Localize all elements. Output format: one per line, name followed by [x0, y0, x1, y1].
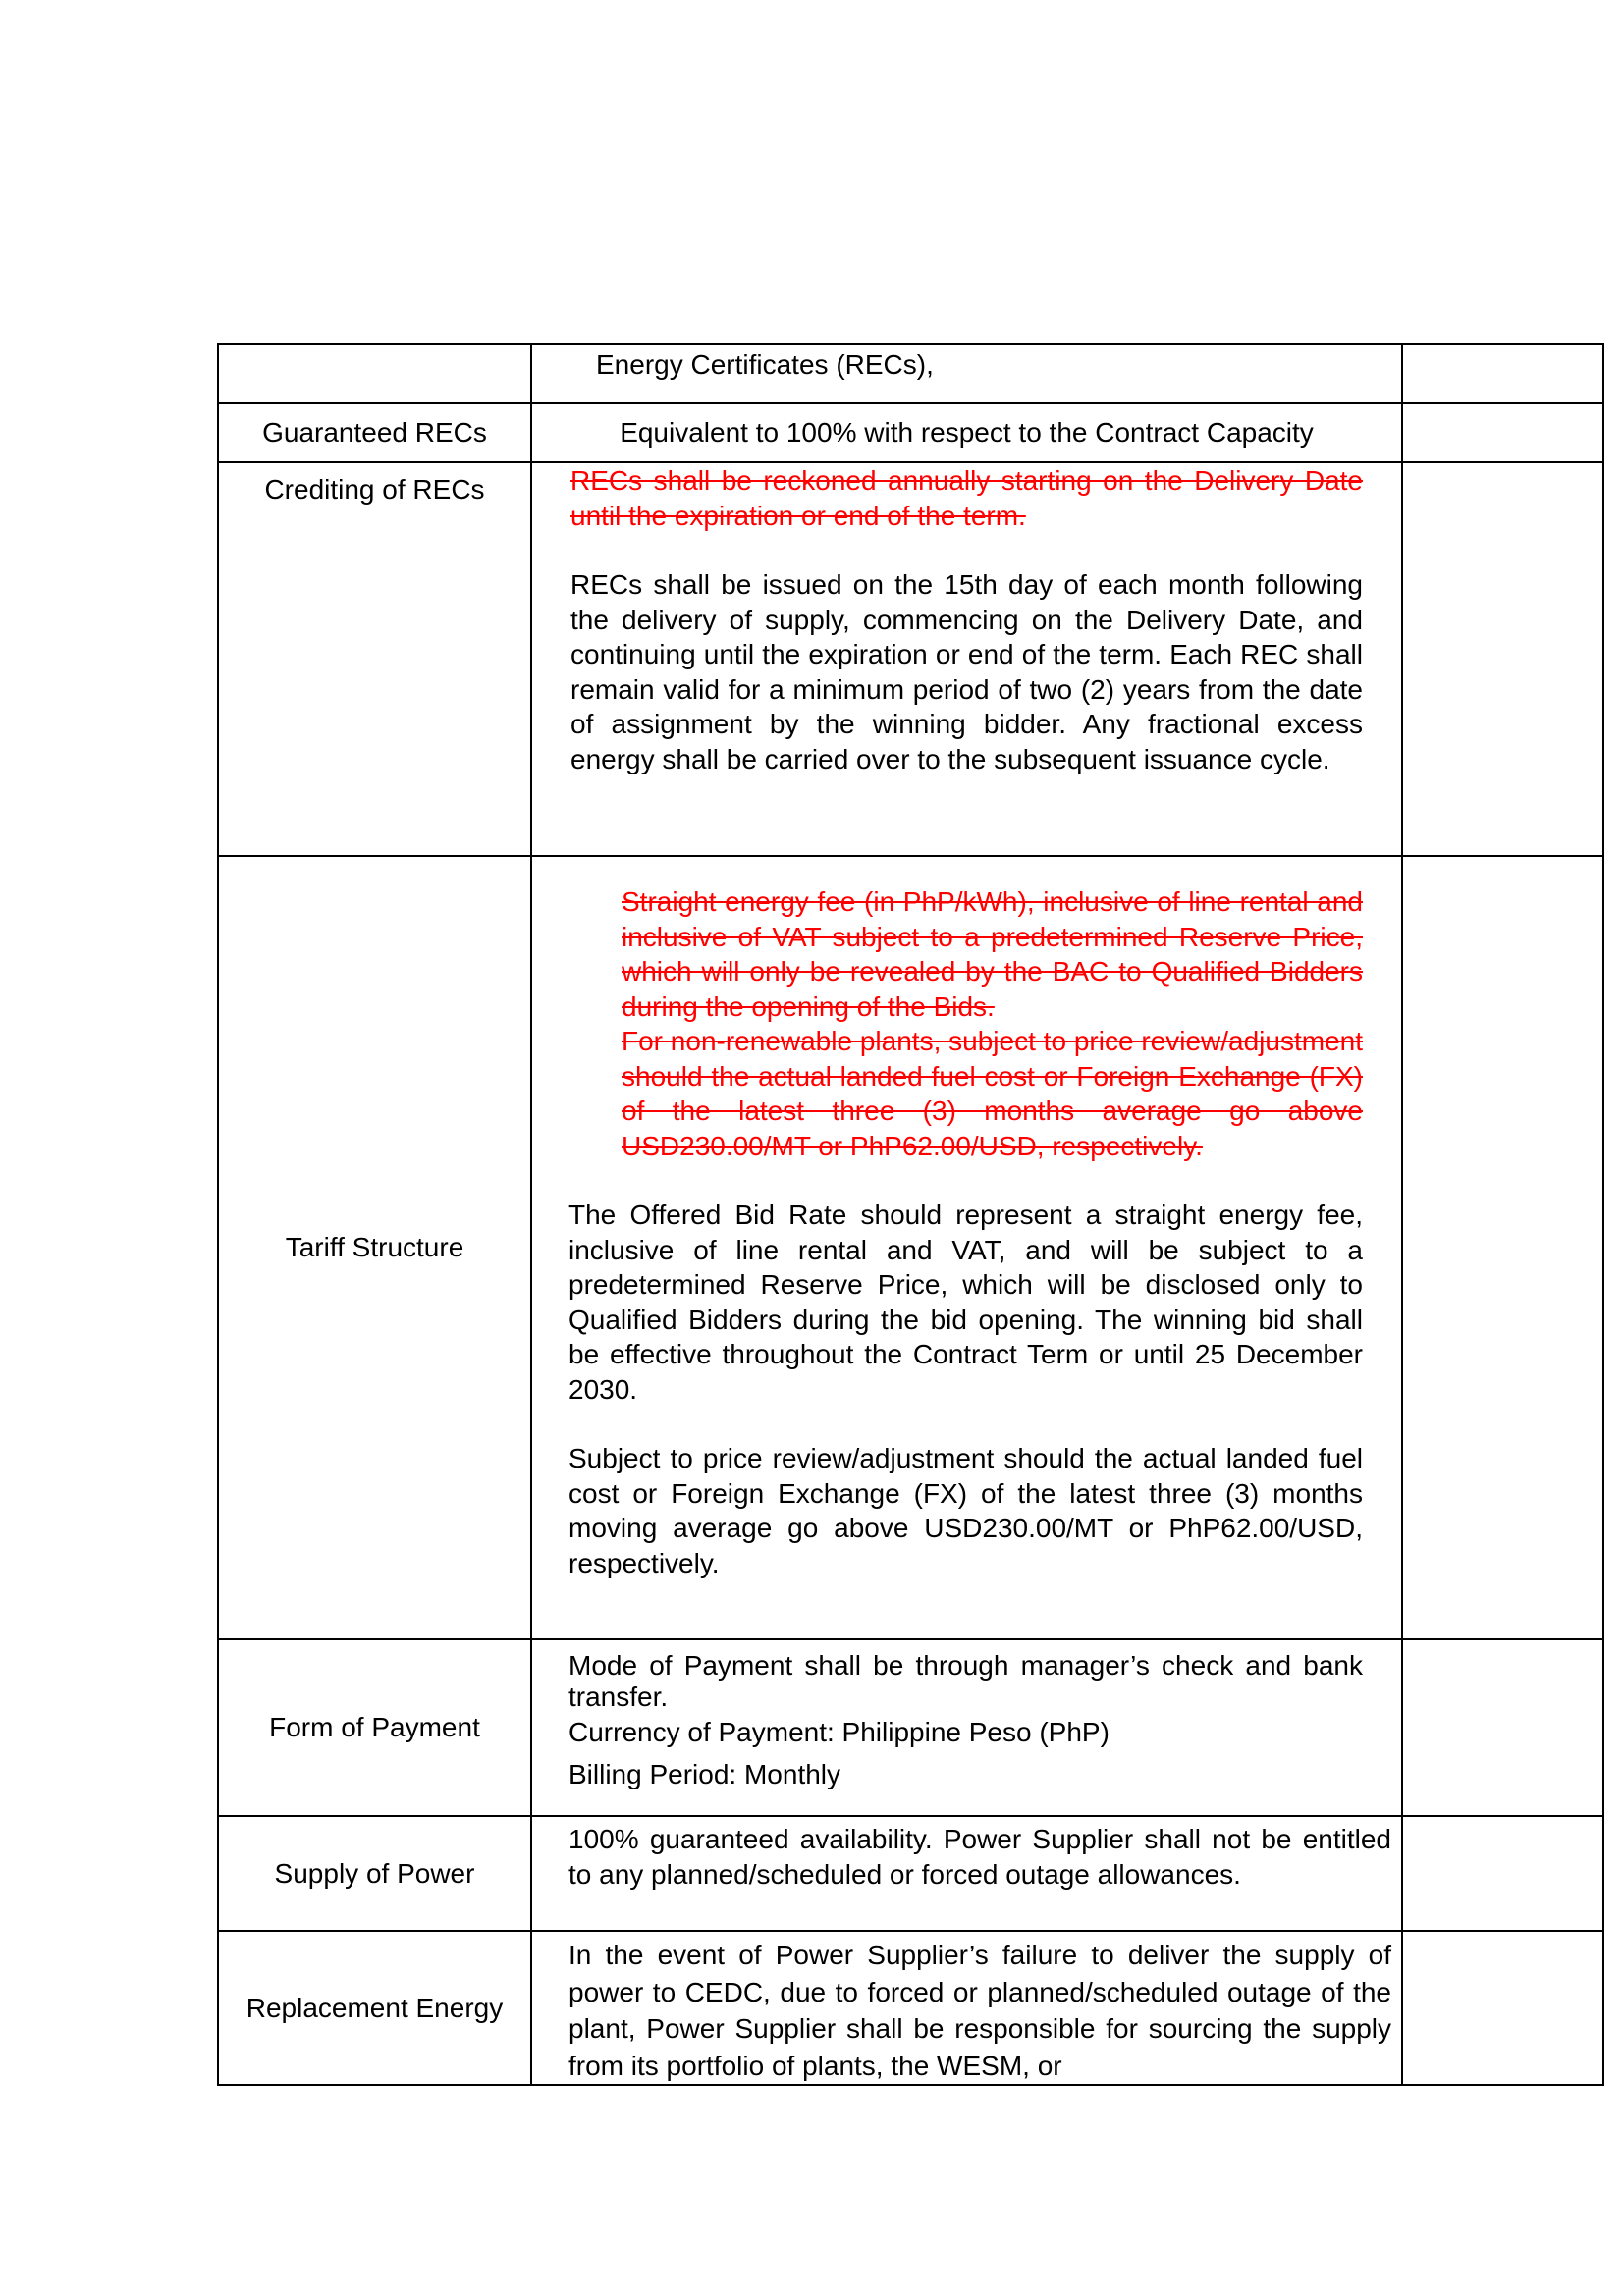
guaranteed-recs-text: Equivalent to 100% with respect to the Contract Capacity — [620, 417, 1314, 449]
row-label-replacement-energy: Replacement Energy — [218, 1931, 531, 2085]
table-row-replacement-energy — [218, 1931, 1603, 2085]
crediting-text: RECs shall be issued on the 15th day of each month following the delivery of supply, commencing on the Delivery Date, and continuing until the expiration or end of the term. Each REC shall remain valid for a minimum period of two (2) years from the date of assignment by the winning bidder. Any fractional excess energy shall be carried over to the subsequent issuance cycle. — [570, 569, 1363, 774]
table-row-crediting-recs — [218, 462, 1603, 856]
content-cell — [531, 1639, 1402, 1816]
payment-mode-text: Mode of Payment shall be through manager’s check and bank transfer. — [568, 1650, 1363, 1712]
content-cell — [531, 403, 1402, 462]
table-row-form-of-payment — [218, 1639, 1603, 1816]
remarks-cell — [1402, 1931, 1603, 2085]
payment-currency-text: Currency of Payment: Philippine Peso (PhP) — [568, 1717, 1110, 1747]
remarks-cell — [1402, 1816, 1603, 1931]
row-label-tariff-structure: Tariff Structure — [218, 856, 531, 1639]
remarks-cell — [1402, 1639, 1603, 1816]
table-row-guaranteed-recs — [218, 403, 1603, 462]
content-cell — [531, 1816, 1402, 1931]
content-cell — [531, 856, 1402, 1639]
tariff-deleted-text-2: For non-renewable plants, subject to price review/adjustment should the actual landed fuel cost or Foreign Exchange (FX) of the latest three (3) months average go above USD230.00/MT or PhP62.00/USD, respectively. — [622, 1026, 1363, 1161]
remarks-cell — [1402, 462, 1603, 856]
supply-of-power-text: 100% guaranteed availability. Power Supplier shall not be entitled to any planned/scheduled or forced outage allowances. — [568, 1824, 1391, 1890]
content-cell — [531, 462, 1402, 856]
replacement-energy-text: In the event of Power Supplier’s failure to deliver the supply of power to CEDC, due to forced or planned/scheduled outage of the plant, Power Supplier shall be responsible for sourcing the supply from its portfolio of plants, the WESM, or — [568, 1940, 1391, 2081]
table-row-supply-of-power — [218, 1816, 1603, 1931]
row-label-guaranteed-recs: Guaranteed RECs — [218, 403, 531, 462]
remarks-cell — [1402, 344, 1603, 403]
tariff-text-2: Subject to price review/adjustment should the actual landed fuel cost or Foreign Exchange (FX) of the latest three (3) months moving average go above USD230.00/MT or PhP62.00/USD, respectively. — [568, 1443, 1363, 1578]
table-row-recs-continued — [218, 344, 1603, 403]
spacer — [568, 1407, 1363, 1441]
remarks-cell — [1402, 856, 1603, 1639]
remarks-cell — [1402, 403, 1603, 462]
tariff-text-1: The Offered Bid Rate should represent a straight energy fee, inclusive of line rental and VAT, and will be subject to a predetermined Reserve Price, which will be disclosed only to Qualified Bidders during the bid opening. The winning bid shall be effective throughout the Contract Term or until 25 December 2030. — [568, 1200, 1363, 1405]
row-label-crediting-recs: Crediting of RECs — [218, 462, 531, 856]
row-label-form-of-payment: Form of Payment — [218, 1639, 531, 1816]
terms-table — [217, 343, 1604, 2086]
tariff-deleted-text-1: Straight energy fee (in PhP/kWh), inclusive of line rental and inclusive of VAT subject to a predetermined Reserve Price, which will only be revealed by the BAC to Qualified Bidders during the opening of the Bids. — [622, 886, 1363, 1022]
table-row-tariff-structure — [218, 856, 1603, 1639]
payment-billing-text: Billing Period: Monthly — [568, 1759, 841, 1789]
crediting-deleted-text: RECs shall be reckoned annually starting on the Delivery Date until the expiration or end of the term. — [570, 465, 1363, 531]
spacer — [570, 533, 1363, 567]
spacer — [568, 1163, 1363, 1198]
deleted-block — [568, 884, 1363, 1163]
recs-continued-text: Energy Certificates (RECs), — [596, 349, 934, 380]
row-label-empty — [218, 344, 531, 403]
row-label-supply-of-power: Supply of Power — [218, 1816, 531, 1931]
content-cell — [531, 344, 1402, 403]
content-cell — [531, 1931, 1402, 2085]
